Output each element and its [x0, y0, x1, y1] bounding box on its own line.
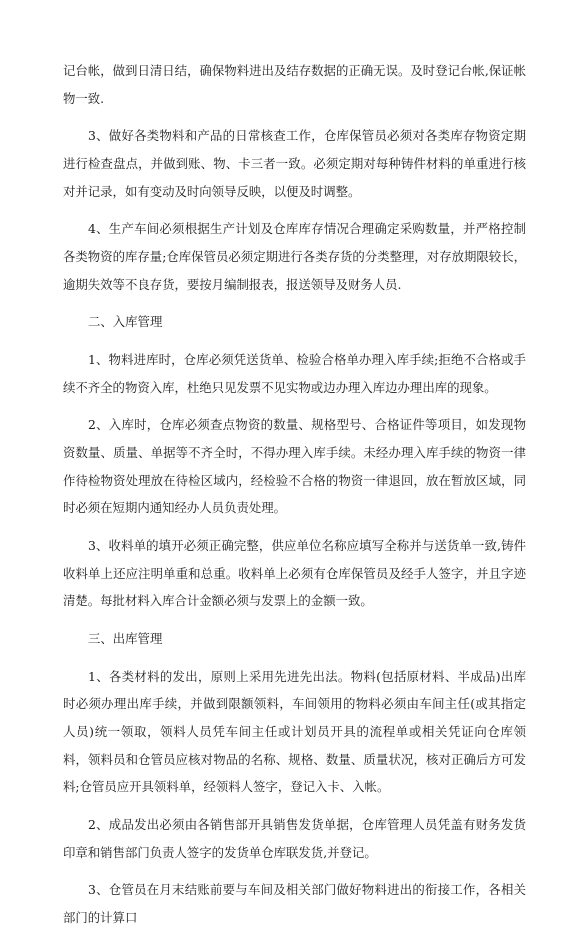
paragraph-outbound-3: 3、仓管员在月末结账前要与车间及相关部门做好物料进出的衔接工作，各相关部门的计算口 — [63, 882, 526, 925]
paragraph-outbound-1: 1、各类材料的发出，原则上采用先进先出法。物料(包括原材料、半成品)出库时必须办理出库手续，并做到限额领料，车间领用的物料必须由车间主任(或其指定人员)统一领取，领料人员凭车间主任或计划员开具的流程单或相关凭证向仓库领料，领料员和仓管员应核对物品的名称、规格、数量、质量状况，核对正确后方可发料;仓管员应开具领料单，经领料人签字，登记入卡、入帐。 — [63, 668, 526, 795]
paragraph-inbound-3: 3、收料单的填开必须正确完整，供应单位名称应填写全称并与送货单一致,铸件收料单上还应注明单重和总重。收料单上必须有仓库保管员及经手人签字，并且字迹清楚。每批材料入库合计金额必须与发票上的金额一致。 — [63, 538, 526, 609]
paragraph-item-4: 4、生产车间必须根据生产计划及仓库库存情况合理确定采购数量，并严格控制各类物资的库存量;仓库保管员必须定期进行各类存货的分类整理，对存放期限较长，逾期失效等不良存货，要按月编制报表，报送领导及财务人员. — [63, 221, 526, 292]
paragraph-outbound-2: 2、成品发出必须由各销售部开具销售发货单据，仓库管理人员凭盖有财务发货印章和销售部门负责人签字的发货单仓库联发货,并登记。 — [63, 816, 526, 860]
paragraph-inbound-1: 1、物料进库时，仓库必须凭送货单、检验合格单办理入库手续;拒绝不合格或手续不齐全的物资入库，杜绝只见发票不见实物或边办理入库边办理出库的现象。 — [63, 352, 526, 395]
section-heading-inbound: 二、入库管理 — [88, 314, 163, 330]
paragraph-continued: 记台帐，做到日清日结，确保物料进出及结存数据的正确无误。及时登记台帐,保证帐物一致. — [63, 63, 526, 106]
paragraph-item-3: 3、做好各类物料和产品的日常核查工作，仓库保管员必须对各类库存物资定期进行检查盘点，并做到账、物、卡三者一致。必须定期对每种铸件材料的单重进行核对并记录，如有变动及时向领导反映，以便及时调整。 — [63, 128, 526, 199]
paragraph-inbound-2: 2、入库时，仓库必须查点物资的数量、规格型号、合格证件等项目，如发现物资数量、质量、单据等不齐全时，不得办理入库手续。未经办理入库手续的物资一律作待检物资处理放在待检区域内，经检验不合格的物资一律退回，放在暂放区域，同时必须在短期内通知经办人员负责处理。 — [63, 417, 526, 516]
section-heading-outbound: 三、出库管理 — [88, 631, 163, 646]
